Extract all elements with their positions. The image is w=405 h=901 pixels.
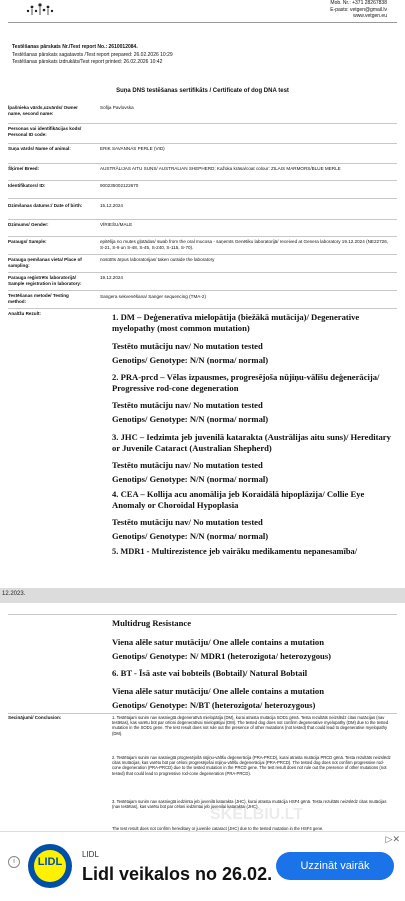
certificate-title: Suņa DNS testēšanas sertifikāts / Certificate of dog DNA test (116, 88, 289, 94)
row-divider (8, 290, 397, 291)
result-3-title: 3. JHC – Iedzimta jeb juvenilā katarakta (Austrālijas aitu suns)/ Hereditary or Juvenile Cataract (Australian Shepherd) (112, 432, 391, 453)
lidl-logo (28, 844, 72, 888)
gender-value: VĪRIEŠU/MALE (100, 222, 133, 227)
report-info (12, 44, 173, 67)
result-4-status: Testēto mutāciju nav/ No mutation tested (112, 517, 263, 527)
site-watermark: SKELBIU.LT (210, 806, 304, 823)
result-1-title: 1. DM – Deģeneratīva mielopātija (biežākā mutācija)/ Degenerative myelopathy (most common mutation) (112, 312, 360, 333)
report-printed: Testēšanas pārskats izdrukāts/Test report printed: 26.02.2026 10:42 (12, 59, 163, 65)
contact-email: E-pasts: vetgen@gmail.lv (330, 6, 387, 13)
row-divider (8, 163, 397, 164)
row-divider (8, 254, 397, 255)
ad-info-icon[interactable]: i (8, 856, 20, 868)
ad-close-icon[interactable]: ▷✕ (385, 834, 400, 844)
conclusion-label: Secinājumi/ Conclusion: (8, 715, 62, 720)
contact-web: www.vetgen.eu (353, 13, 387, 19)
id-label: Identifikators/ ID: (8, 183, 46, 188)
report-number: Testēšanas pārskats Nr./Test report No.: 2610012084. (12, 44, 138, 50)
sample-value: epitēlija no mutes gļotādas/ swab from the oral mucosa - saņemts Genētiku laboratorijā/ received at Genera laboratory 19.12.2024 (NE22726, S-21, S-9 un S-48, S-45, S-240, S-115, S-70). (100, 239, 389, 250)
row-divider (8, 614, 397, 615)
animal-name-label: Suņa vārds/ Name of animal: (8, 146, 71, 151)
row-divider (8, 272, 397, 273)
contact-phone: Mob. Nr.: +371 28267838 (330, 0, 387, 6)
result-6-genotype: Genotips/ Genotype: N/BT (heterozigota/ heterozygous) (112, 700, 316, 710)
result-2-title: 2. PRA-prcd – Vēlas izpausmes, progresējoša nūjiņu-vālīšu deģenerācija/ Progressive rod-cone degeneration (112, 372, 380, 393)
sample-label: Paraugs/ Sample: (8, 239, 47, 244)
result-2-genotype: Genotips/ Genotype: N/N (norma/ normal) (112, 414, 269, 424)
result-5-continued: Multidrug Resistance (112, 618, 192, 628)
row-divider (8, 219, 397, 220)
result-3-genotype: Genotips/ Genotype: N/N (norma/ normal) (112, 474, 269, 484)
sampling-place-label: Parauga ņemšanas vieta/ Place of sampling: (8, 257, 82, 268)
conclusion-3: 3. Testētajam sunim nav sasniegtā iedzimta jeb juvenilā katarakta (JHC), kurai atrasta mutācija HSF4 gēnā. Testa rezultāts neizslēdz citas mutācijas (nav testētas), kas varētu būt par cēloni iedzimtai jeb juvenilai kataraktai (JHC). (112, 799, 387, 810)
row-divider (8, 143, 397, 144)
vetgen-logo (22, 2, 58, 16)
row-divider (8, 123, 397, 124)
header-divider (8, 22, 397, 23)
owner-value: Sofija Pavlovska (100, 105, 134, 110)
breed-value: AUSTRĀLIJAS AITU SUNS/ AUSTRALIAN SHEPHERD; Kažoka krāsa/coat colour: ZILAIS MARMORS/BLUE MERLE (100, 166, 341, 171)
ad-banner[interactable] (0, 831, 405, 901)
row-divider (8, 198, 397, 199)
result-3-status: Testēto mutāciju nav/ No mutation tested (112, 460, 263, 470)
row-divider (8, 713, 397, 714)
conclusion-2: 2. Testētajam sunim nav sasniegtā progresējošā nūjiņu-vālīšu deģenerācija (PRA-PRCD), kurai atrasta mutācija PRCD gēnā. Testa rezultāts neizslēdz citas mutācijas, kas varētu būt par cēloni progresējošai nūjiņu-vālīšu deģenerācijai (PRA-PRCD). The tested dog does not confirm progressive rod-cone degeneration (PRA-PRCD) due to the tested mutation in the PRCD gene. The test result does not rule out the presence of other mutations (not tested) that could lead to progressive rod-cone degeneration (PRA-PRCD). (112, 755, 391, 776)
result-6-title: 6. BT - Īsā aste vai bobteils (Bobtail)/ Natural Bobtail (112, 668, 308, 678)
animal-name-value: ERIK SAVANNAS PERLE (VID) (100, 146, 165, 151)
breed-label: Šķirne/ Breed: (8, 166, 40, 171)
ad-learn-more-button[interactable]: Uzzināt vairāk (276, 852, 394, 880)
report-prepared: Testēšanas pārskats sagatavots /Test report prepared: 26.02.2026 10:29 (12, 51, 173, 58)
registration-label: Parauga reģistrēts laboratorijā/ Sample registration in laboratory: (8, 275, 82, 286)
conclusion-1: 1. Testētajam sunim nav sasniegtā deģeneratīvā mielopātija (DM), kurai atrasta mutācija SOD1 gēnā. Testa rezultāts neizslēdz citas mutācijas (nav testētas), kas varētu būt par cēloni deģeneratīvai mielopātijai (DM). The tested dog does not confirm degenerative myelopathy (DM) due to the tested mutation in the SOD1 gene. The test result does not rule out the presence of other mutations (not tested) that could lead to degenerative myelopathy (DM). (112, 715, 389, 736)
row-divider (8, 308, 397, 309)
results-label: Analīžu Rezult: (8, 311, 41, 316)
dob-label: Dzimšanas datums:/ Date of birth: (8, 203, 83, 208)
dob-value: 15.12.2024 (100, 203, 123, 208)
document-page-2 (0, 603, 405, 831)
conclusion-3-en: The test result does not confirm hereditary or juvenile cataract (JHC) due to the tested mutation in the HSF4 gene. (112, 826, 324, 831)
result-2-status: Testēto mutāciju nav/ No mutation tested (112, 400, 263, 410)
gender-label: Dzimums/ Gender: (8, 222, 49, 227)
ad-headline: Lidl veikalos no 26.02. (82, 864, 273, 884)
result-6-status: Viena alēle satur mutāciju/ One allele contains a mutation (112, 686, 324, 696)
result-5-title: 5. MDR1 - Multirezistence jeb vairāku medikamentu nepanesamība/ (112, 547, 358, 556)
method-value: Sangera sekvenēšana/ Sanger sequencing (TMA-2) (100, 294, 206, 299)
page-footer-date: 12.2023. (2, 591, 26, 597)
result-4-title: 4. CEA – Kollija acu anomālija jeb Koraidālā hipoplāzija/ Collie Eye Anomaly or Choroidal Hypoplasia (112, 489, 365, 510)
ad-brand: LIDL (82, 850, 99, 859)
personal-id-label: Personas vai identifikācijas kods/ Personal ID code: (8, 126, 82, 137)
result-1-status: Testēto mutāciju nav/ No mutation tested (112, 341, 263, 351)
row-divider (8, 180, 397, 181)
row-divider (8, 236, 397, 237)
contact-info (330, 0, 387, 20)
result-1-genotype: Genotips/ Genotype: N/N (norma/ normal) (112, 355, 269, 365)
lidl-logo-text: LIDL (37, 856, 63, 868)
id-value: 900235002122670 (100, 183, 139, 188)
result-5-status: Viena alēle satur mutāciju/ One allele contains a mutation (112, 637, 324, 647)
owner-label: Īpašnieka vārds,uzvārds/ Owner name, second name: (8, 105, 78, 116)
method-label: Testēšanas metode/ Testing method: (8, 293, 69, 304)
sampling-place-value: nosūtīts ārpus laboratorijas/ taken outside the laboratory (100, 257, 215, 262)
result-5-genotype: Genotips/ Genotype: N/ MDR1 (heterozigota/ heterozygous) (112, 651, 332, 661)
result-4-genotype: Genotips/ Genotype: N/N (norma/ normal) (112, 531, 269, 541)
registration-value: 19.12.2024 (100, 275, 123, 280)
